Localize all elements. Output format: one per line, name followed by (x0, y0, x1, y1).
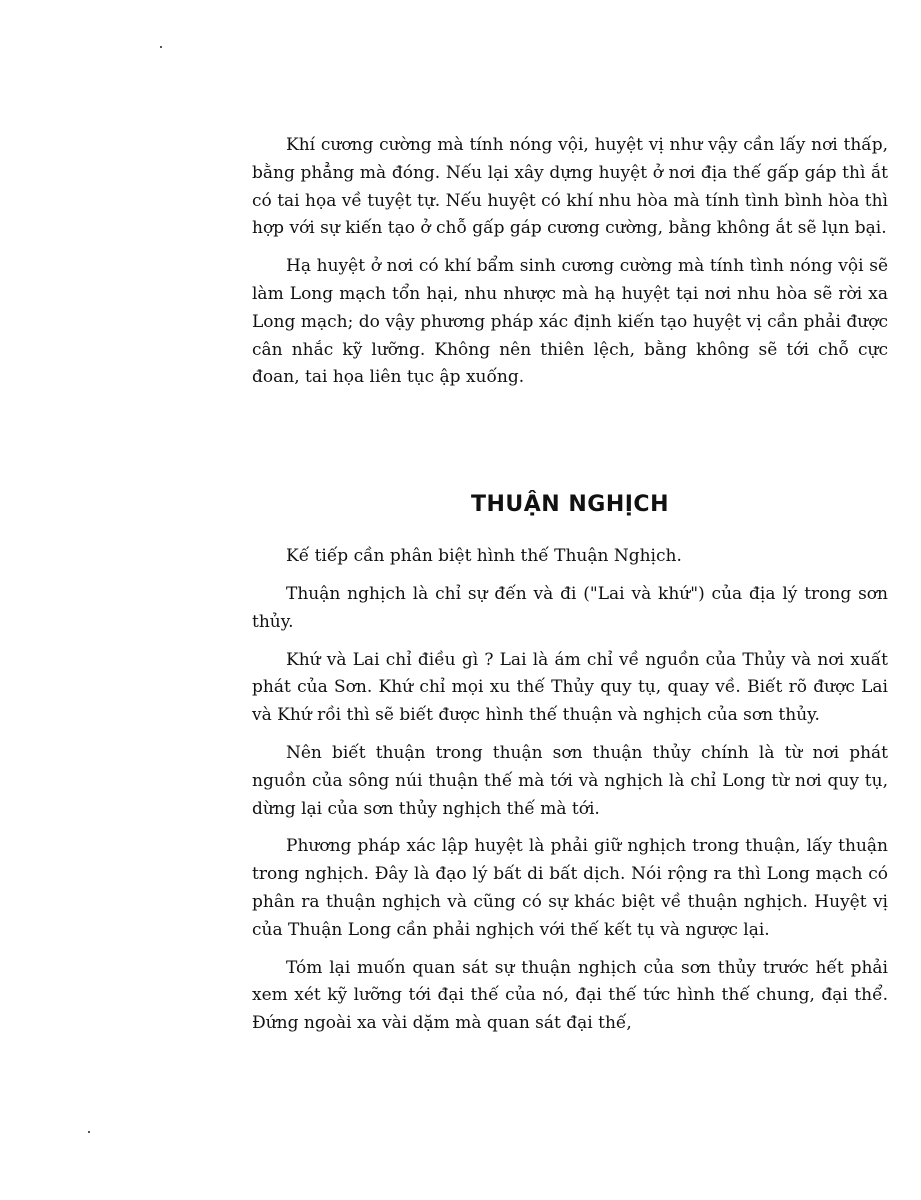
paragraph: Thuận nghịch là chỉ sự đến và đi ("Lai và khứ") của địa lý trong sơn thủy. (252, 583, 888, 632)
paragraph: Nên biết thuận trong thuận sơn thuận thủy chính là từ nơi phát nguồn của sông núi thuận thế mà tới và nghịch là chỉ Long từ nơi quy tụ, dừng lại của sơn thủy nghịch thế mà tới. (252, 742, 888, 819)
section-heading: THUẬN NGHỊCH (470, 492, 669, 518)
paragraph: Phương pháp xác lập huyệt là phải giữ nghịch trong thuận, lấy thuận trong nghịch. Đây là đạo lý bất di bất dịch. Nói rộng ra thì Long mạch có phân ra thuận nghịch và cũng có sự khác biệt về thuận nghịch. Huyệt vị của Thuận Long cần phải nghịch với thế kết tụ và ngược lại. (252, 836, 888, 940)
scan-speck (160, 46, 162, 48)
paragraph: Tóm lại muốn quan sát sự thuận nghịch của sơn thủy trước hết phải xem xét kỹ lưỡng tới đại thế của nó, đại thế tức hình thế chung, đại thể. Đứng ngoài xa vài dặm mà quan sát đại thế, (252, 957, 888, 1034)
paragraph: Khí cương cường mà tính nóng vội, huyệt vị như vậy cần lấy nơi thấp, bằng phẳng mà đóng. Nếu lại xây dựng huyệt ở nơi địa thế gấp gáp thì ắt có tai họa về tuyệt tự. Nếu huyệt có khí nhu hòa mà tính tình bình hòa thì hợp với sự kiến tạo ở chỗ gấp gáp cương cường, bằng không ắt sẽ lụn bại. (252, 135, 888, 239)
paragraph: Kế tiếp cần phân biệt hình thế Thuận Nghịch. (286, 546, 682, 567)
section-continued-text (252, 132, 888, 392)
section-thuan-nghich (252, 490, 888, 1038)
scan-speck (88, 1131, 90, 1133)
paragraph: Khứ và Lai chỉ điều gì ? Lai là ám chỉ về nguồn của Thủy và nơi xuất phát của Sơn. Khứ chỉ mọi xu thế Thủy quy tụ, quay về. Biết rõ được Lai và Khứ rồi thì sẽ biết được hình thế thuận và nghịch của sơn thủy. (252, 649, 888, 726)
book-page (252, 132, 888, 1048)
paragraph: Hạ huyệt ở nơi có khí bẩm sinh cương cường mà tính tình nóng vội sẽ làm Long mạch tổn hại, nhu nhược mà hạ huyệt tại nơi nhu hòa sẽ rời xa Long mạch; do vậy phương pháp xác định kiến tạo huyệt vị cần phải được cân nhắc kỹ lưỡng. Không nên thiên lệch, bằng không sẽ tới chỗ cực đoan, tai họa liên tục ập xuống. (252, 256, 888, 388)
